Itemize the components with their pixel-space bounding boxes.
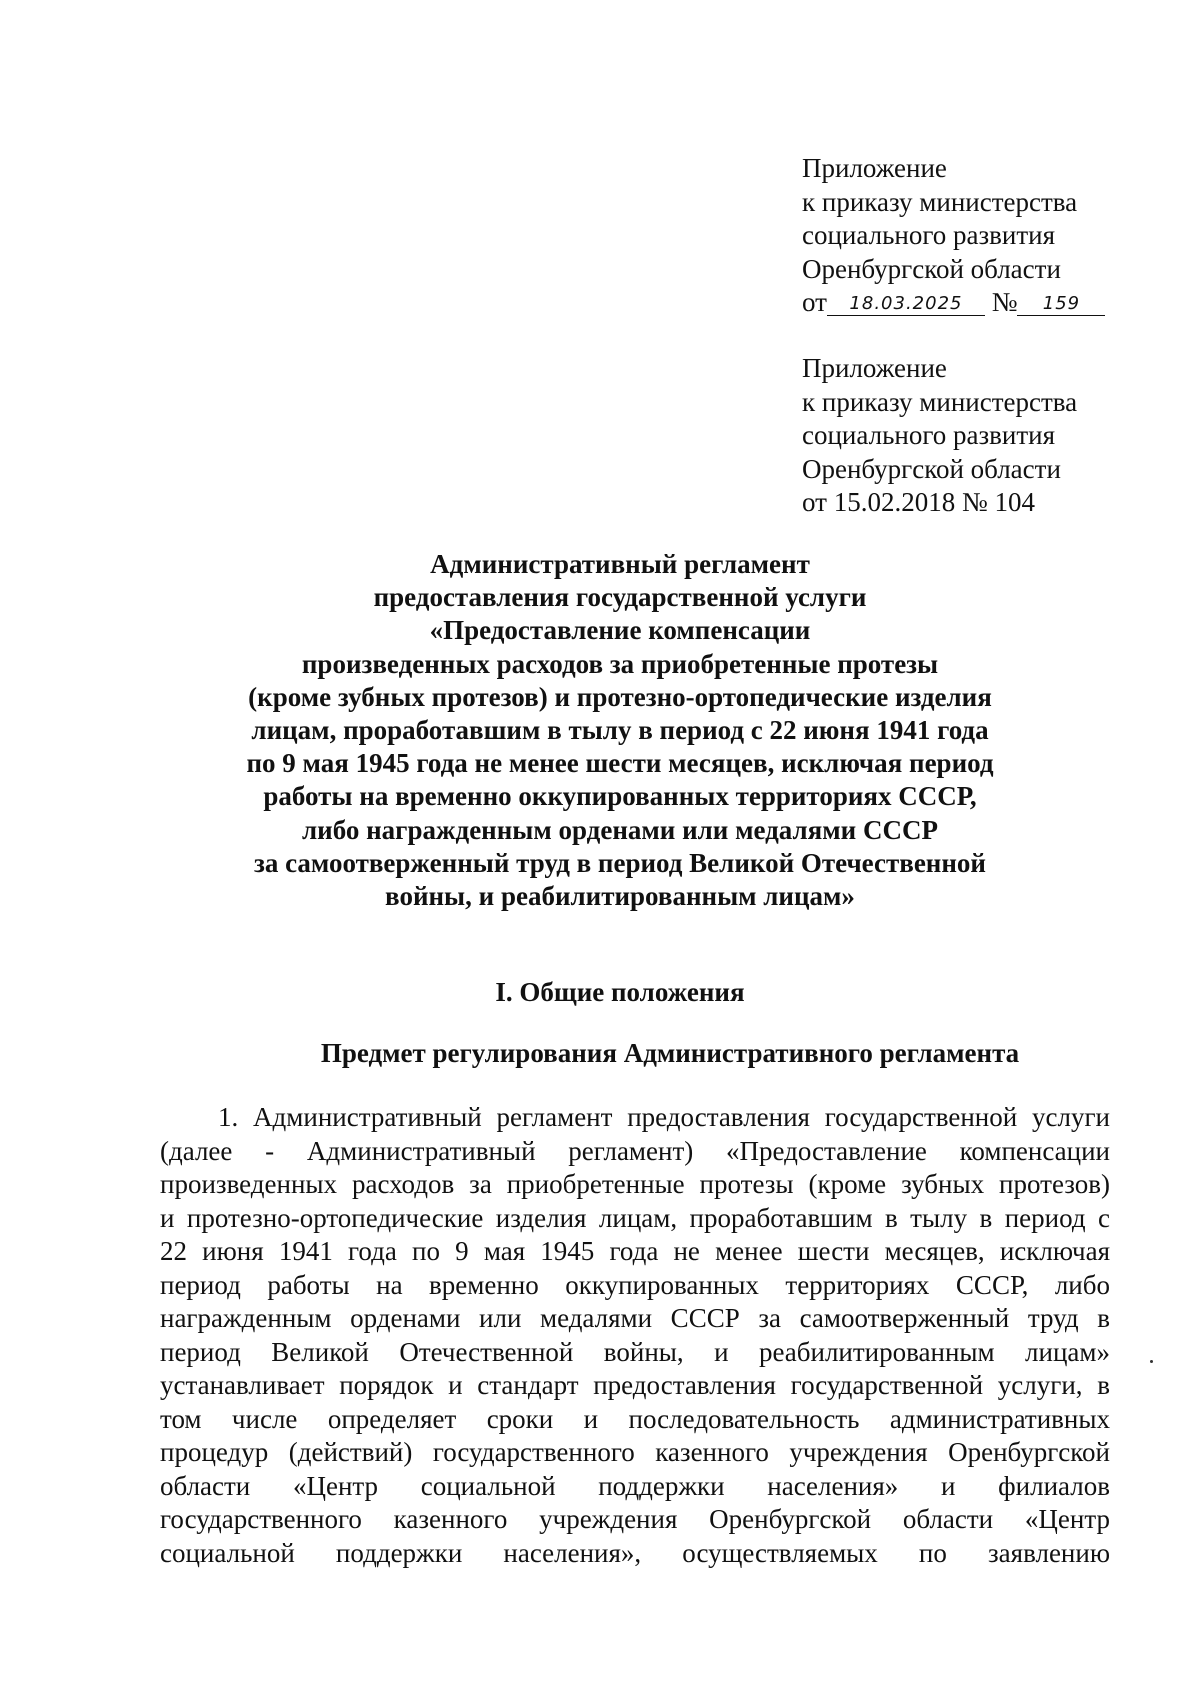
paragraph-line: период Великой Отечественной войны, и реабилитированным лицам» (160, 1336, 1110, 1367)
approval-line: Приложение (802, 353, 947, 383)
title-line: войны, и реабилитированным лицам» (385, 881, 855, 912)
paragraph-line: процедур (действий) государственного казенного учреждения Оренбургской (160, 1437, 1110, 1467)
title-line: произведенных расходов за приобретенные протезы (301, 648, 939, 679)
subsection-heading: Предмет регулирования Административного регламента (320, 1038, 1020, 1068)
document-title (150, 548, 1090, 913)
paragraph-line: и протезно-ортопедические изделия лицам, проработавшим в тылу в период с (160, 1202, 1110, 1233)
paragraph-line: 22 июня 1941 года по 9 мая 1945 года не менее шести месяцев, исключая (160, 1236, 1110, 1266)
approval-block-original (802, 352, 1162, 520)
approval-date-line (802, 286, 1162, 320)
number-prefix: № (991, 287, 1018, 317)
title-line: (кроме зубных протезов) и протезно-ортопедические изделия (248, 681, 992, 712)
approval-line: социального развития (802, 420, 1056, 450)
paragraph-line: государственного казенного учреждения Оренбургской области «Центр (160, 1504, 1110, 1534)
approval-line: от 15.02.2018 № 104 (802, 487, 1035, 517)
approval-line: социального развития (802, 220, 1056, 250)
handwritten-date: 18.03.2025 (827, 293, 985, 316)
title-line: «Предоставление компенсации (429, 615, 811, 646)
title-line: лицам, проработавшим в тылу в период с 22 июня 1941 года (251, 715, 989, 746)
title-line: либо награжденным орденами или медалями СССР (302, 814, 938, 845)
section-heading: I. Общие положения (495, 977, 745, 1007)
approval-line: Приложение (802, 153, 947, 183)
paragraph-line: том числе определяет сроки и последовательность административных (160, 1403, 1110, 1434)
approval-line: Оренбургской области (802, 453, 1061, 484)
date-prefix: от (802, 287, 827, 317)
paragraph-line: области «Центр социальной поддержки населения» и филиалов (160, 1470, 1110, 1501)
paragraph-line: 1. Административный регламент предоставления государственной услуги (218, 1102, 1110, 1132)
paragraph-line: произведенных расходов за приобретенные протезы (кроме зубных протезов) (160, 1169, 1110, 1199)
approval-block-current (802, 152, 1162, 320)
approval-line: к приказу министерства (802, 386, 1078, 417)
title-line: Административный регламент (430, 549, 810, 579)
scan-speck (1150, 1360, 1153, 1363)
paragraph-line: период работы на временно оккупированных территориях СССР, либо (160, 1269, 1110, 1300)
paragraph-line: социальной поддержки населения», осуществляемых по заявлению (160, 1537, 1110, 1568)
approval-line: к приказу министерства (802, 186, 1078, 217)
body-paragraph (160, 1101, 1110, 1570)
paragraph-line: (далее - Административный регламент) «Предоставление компенсации (160, 1135, 1110, 1166)
handwritten-number: 159 (1017, 293, 1105, 316)
paragraph-line: устанавливает порядок и стандарт предоставления государственной услуги, в (160, 1370, 1110, 1400)
title-line: по 9 мая 1945 года не менее шести месяцев, исключая период (246, 748, 994, 779)
title-line: работы на временно оккупированных территориях СССР, (263, 781, 977, 812)
approval-line: Оренбургской области (802, 253, 1061, 284)
title-line: за самоотверженный труд в период Великой Отечественной (254, 847, 986, 878)
title-line: предоставления государственной услуги (373, 582, 867, 613)
paragraph-line: награжденным орденами или медалями СССР за самоотверженный труд в (160, 1303, 1110, 1333)
